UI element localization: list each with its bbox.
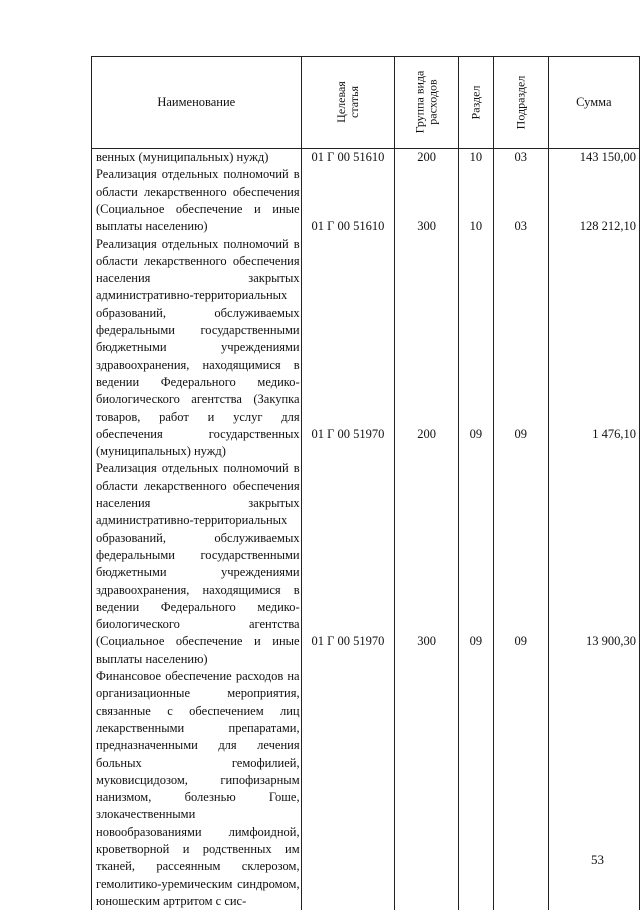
row-amount: 1 476,10 bbox=[548, 236, 639, 461]
row-name: Финансовое обеспечение расходов на организационные мероприятия, связанные с обеспечением лиц лекарственными препаратами, предназначенными для лечения больных гемофилией, муковисцидозом, гипофизарным нанизмом, болезнью Гоше, злокачественными новообразованиями лимфоидной, кроветворной и родственных им тканей, рассеянным склерозом, гемолитико-уремическим синдромом, юношеским артритом с сис- bbox=[92, 668, 302, 910]
row-section: 09 bbox=[458, 460, 493, 668]
row-target bbox=[301, 668, 395, 910]
row-group: 300 bbox=[395, 460, 459, 668]
row-name: Реализация отдельных полномочий в области лекарственного обеспечения населения закрытых административно-территориальных образований, обслуживаемых федеральными государственными бюджетными учреждениями здравоохранения, находящимися в ведении Федерального медико-биологического агентства (Закупка товаров, работ и услуг для обеспечения государственных (муниципальных) нужд) bbox=[92, 236, 302, 461]
header-target-article bbox=[301, 57, 395, 149]
row-amount bbox=[548, 668, 639, 910]
header-expense-group bbox=[395, 57, 459, 149]
header-section-label: Раздел bbox=[468, 85, 483, 120]
row-subsection: 09 bbox=[493, 236, 548, 461]
header-target-line1: Целевая bbox=[333, 81, 348, 123]
budget-table bbox=[91, 56, 640, 910]
header-section bbox=[458, 57, 493, 149]
row-target: 01 Г 00 51610 bbox=[301, 149, 395, 167]
row-group: 300 bbox=[395, 166, 459, 235]
row-section: 10 bbox=[458, 166, 493, 235]
row-subsection: 09 bbox=[493, 460, 548, 668]
row-section: 09 bbox=[458, 236, 493, 461]
table-row bbox=[92, 668, 640, 910]
header-amount: Сумма bbox=[548, 57, 639, 149]
row-target: 01 Г 00 51970 bbox=[301, 460, 395, 668]
row-target: 01 Г 00 51970 bbox=[301, 236, 395, 461]
row-amount: 128 212,10 bbox=[548, 166, 639, 235]
row-group: 200 bbox=[395, 149, 459, 167]
table-row bbox=[92, 149, 640, 167]
row-name: Реализация отдельных полномочий в области лекарственного обеспечения (Социальное обеспечение и иные выплаты населению) bbox=[92, 166, 302, 235]
row-section bbox=[458, 668, 493, 910]
row-name: Реализация отдельных полномочий в области лекарственного обеспечения населения закрытых административно-территориальных образований, обслуживаемых федеральными государственными бюджетными учреждениями здравоохранения, находящимися в ведении Федерального медико-биологического агентства (Социальное обеспечение и иные выплаты населению) bbox=[92, 460, 302, 668]
header-group-line1: Группа вида bbox=[412, 70, 427, 134]
header-subsection bbox=[493, 57, 548, 149]
row-subsection bbox=[493, 668, 548, 910]
row-subsection: 03 bbox=[493, 149, 548, 167]
header-group-line2: расходов bbox=[425, 79, 440, 125]
row-name: венных (муниципальных) нужд) bbox=[92, 149, 302, 167]
row-group bbox=[395, 668, 459, 910]
row-subsection: 03 bbox=[493, 166, 548, 235]
row-amount: 143 150,00 bbox=[548, 149, 639, 167]
table-row bbox=[92, 166, 640, 235]
row-group: 200 bbox=[395, 236, 459, 461]
page-number: 53 bbox=[591, 852, 604, 867]
header-subsection-label: Подраздел bbox=[513, 75, 528, 130]
row-target: 01 Г 00 51610 bbox=[301, 166, 395, 235]
row-amount: 13 900,30 bbox=[548, 460, 639, 668]
header-name: Наименование bbox=[92, 57, 302, 149]
table-header-row bbox=[92, 57, 640, 149]
header-target-line2: статья bbox=[346, 86, 361, 118]
table-row bbox=[92, 236, 640, 461]
table-row bbox=[92, 460, 640, 668]
row-section: 10 bbox=[458, 149, 493, 167]
